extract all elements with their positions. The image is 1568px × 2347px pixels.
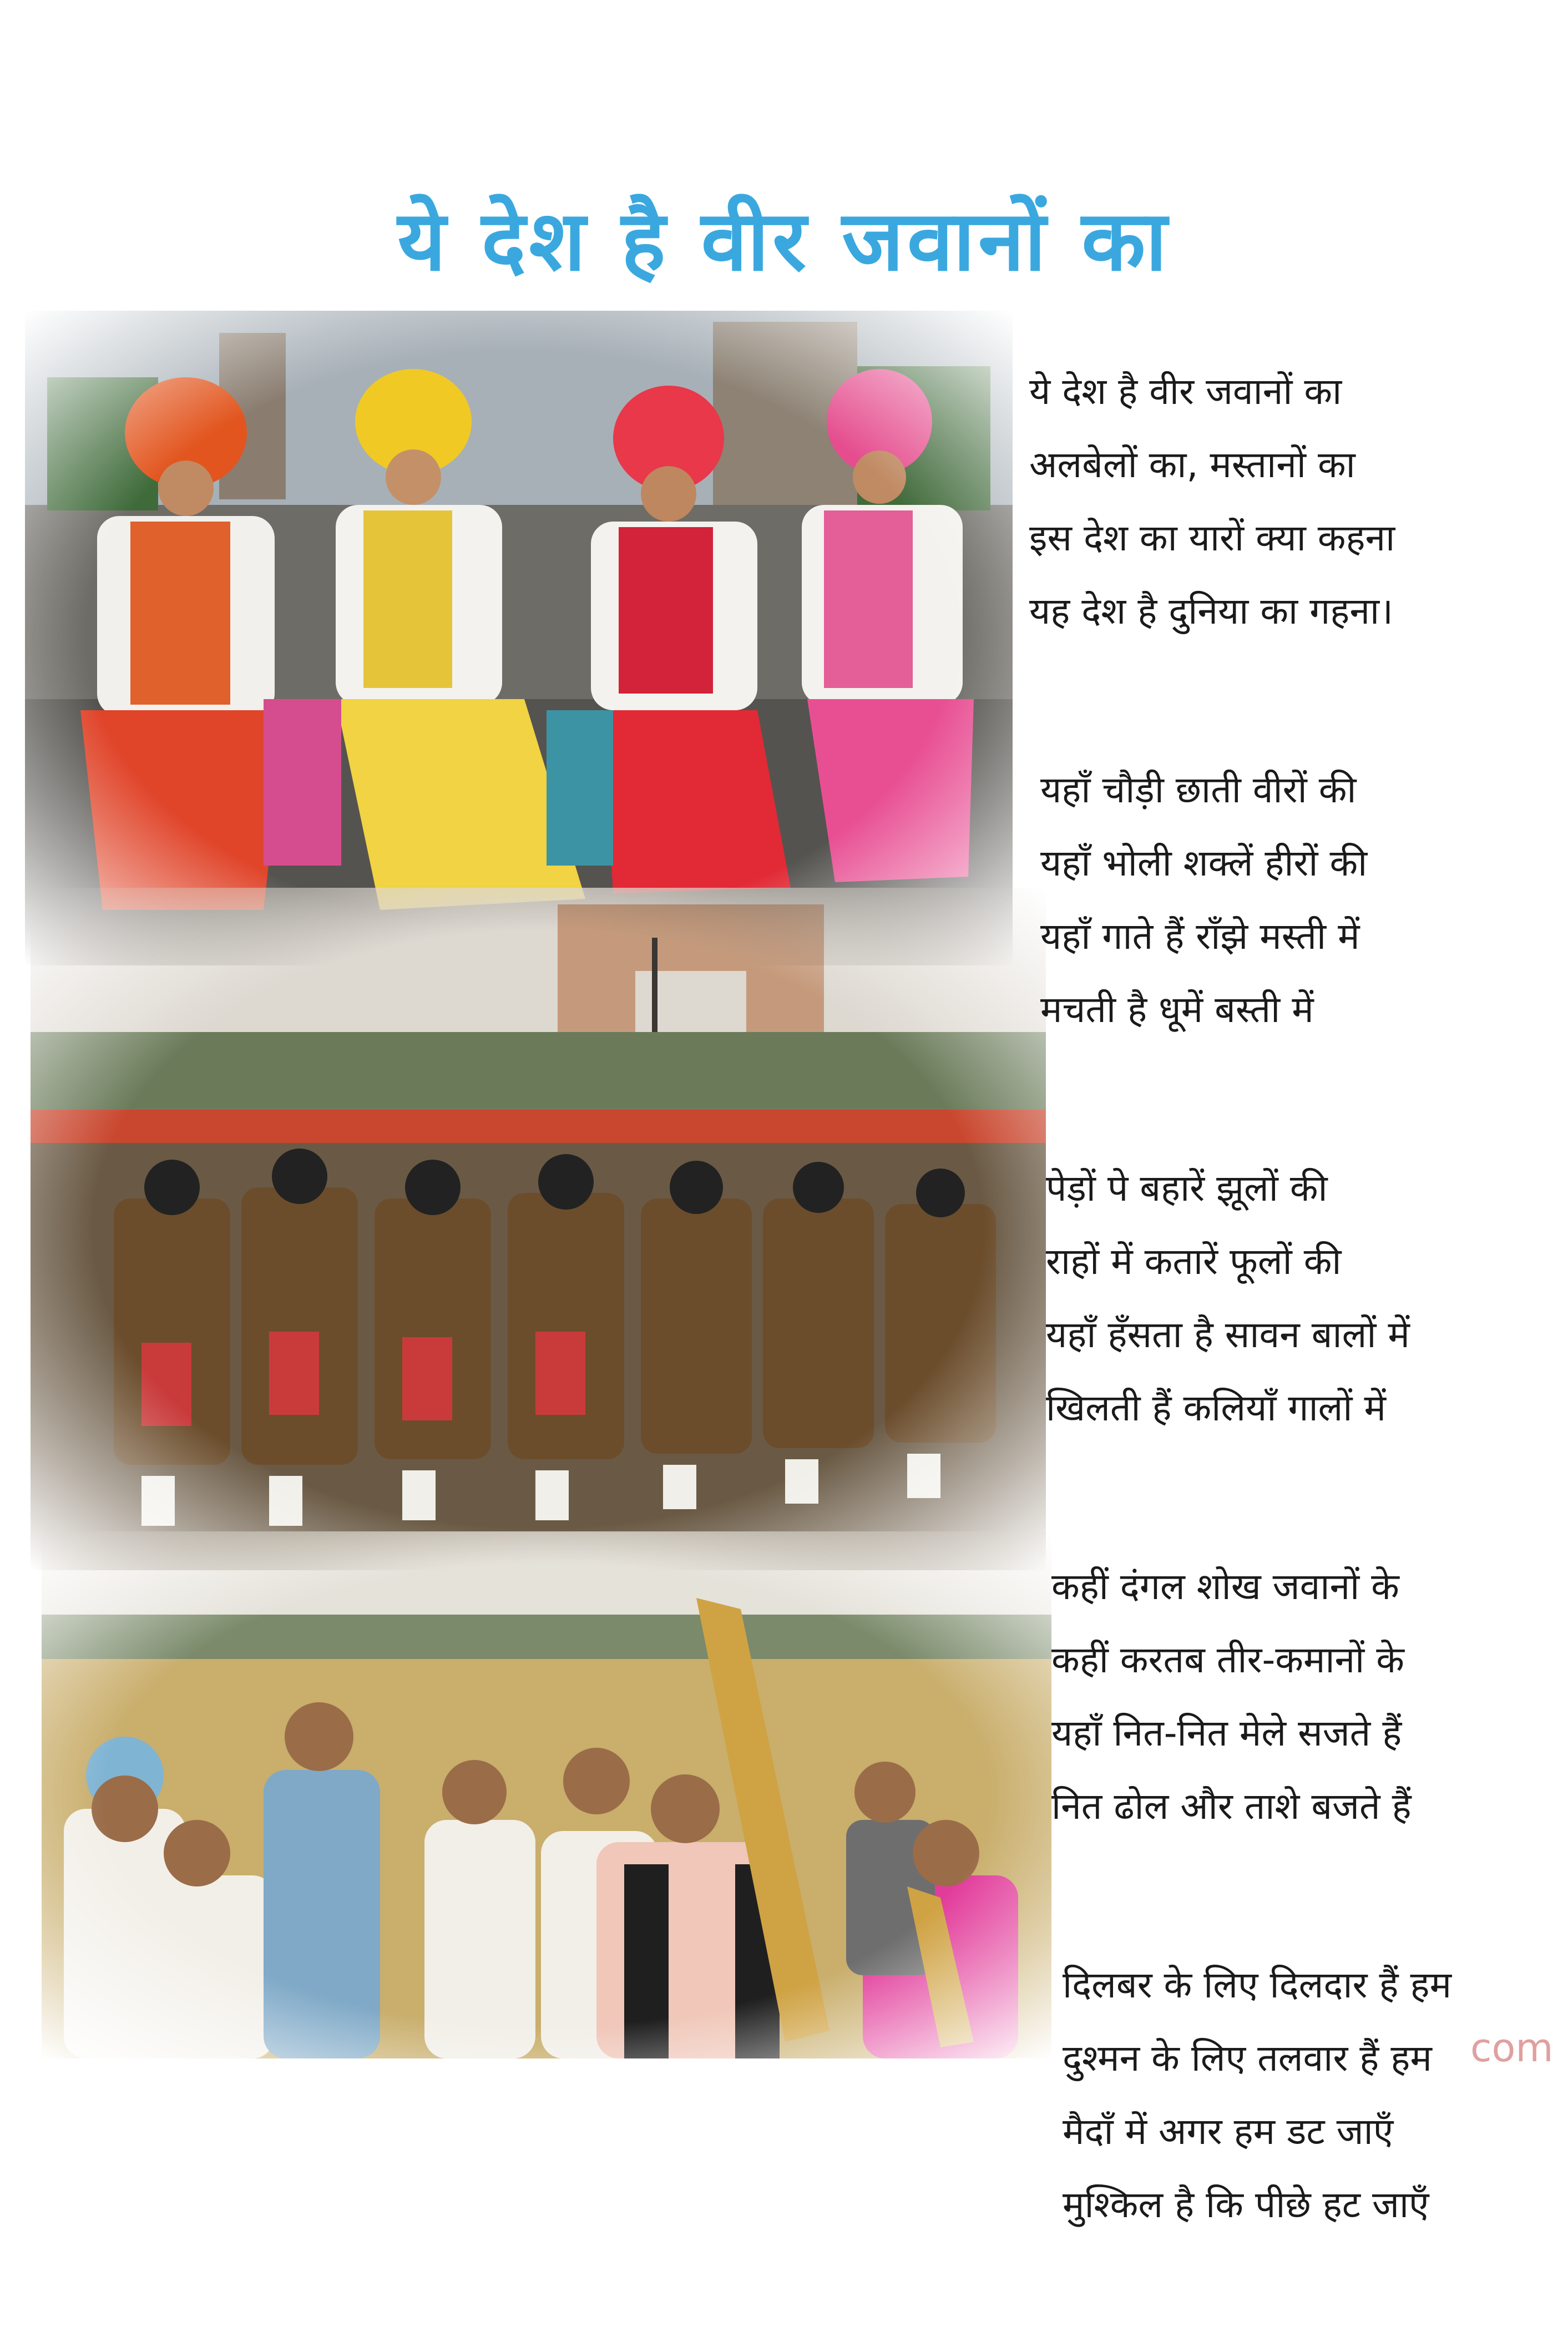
poem-line: दुश्मन के लिए तलवार हैं हम: [1063, 2037, 1432, 2080]
poem-line: कहीं दंगल शोख जवानों के: [1051, 1565, 1399, 1608]
page-title: ये देश है वीर जवानों का: [397, 193, 1171, 290]
poem-line: नित ढोल और ताशे बजते हैं: [1051, 1785, 1412, 1828]
poem-line: यहाँ गाते हैं राँझे मस्ती में: [1040, 915, 1360, 958]
stanza: [1046, 1152, 1556, 1445]
poem-line: मैदाँ में अगर हम डट जाएँ: [1063, 2110, 1394, 2153]
poem-line: यहाँ हँसता है सावन बालों में: [1046, 1313, 1410, 1356]
poem-line: इस देश का यारों क्या कहना: [1029, 517, 1395, 559]
poem-line: यह देश है दुनिया का गहना।: [1029, 590, 1394, 633]
poem-line: पेड़ों पे बहारें झूलों की: [1046, 1167, 1328, 1210]
poem-line: मुश्किल है कि पीछे हट जाएँ: [1063, 2183, 1429, 2226]
bhangra-dancers-photo: [25, 311, 1013, 965]
stanza: [1029, 355, 1556, 648]
poem-line: यहाँ नित-नित मेले सजते हैं: [1051, 1712, 1402, 1754]
poem-line: अलबेलों का, मस्तानों का: [1029, 443, 1355, 486]
photo-collage: [25, 311, 1043, 2058]
poem-line: दिलबर के लिए दिलदार हैं हम: [1063, 1964, 1452, 2006]
villagers-celebration-photo: [42, 1531, 1051, 2058]
poem-line: मचती है धूमें बस्ती में: [1040, 988, 1314, 1031]
poem-line: यहाँ भोली शक्लें हीरों की: [1040, 842, 1368, 884]
poem-line: खिलती हैं कलियाँ गालों में: [1046, 1387, 1386, 1429]
poem-line: कहीं करतब तीर-कमानों के: [1051, 1638, 1404, 1681]
poem-line: यहाँ चौड़ी छाती वीरों की: [1040, 768, 1357, 811]
soldiers-parade-photo: [31, 888, 1046, 1570]
stanza: [1051, 1550, 1556, 1843]
poem-line: राहों में कतारें फूलों की: [1046, 1240, 1342, 1283]
stanza: [1040, 753, 1556, 1046]
poem-line: ये देश है वीर जवानों का: [1029, 370, 1342, 413]
watermark: com: [1470, 2025, 1554, 2071]
stanza: [1063, 1949, 1556, 2242]
